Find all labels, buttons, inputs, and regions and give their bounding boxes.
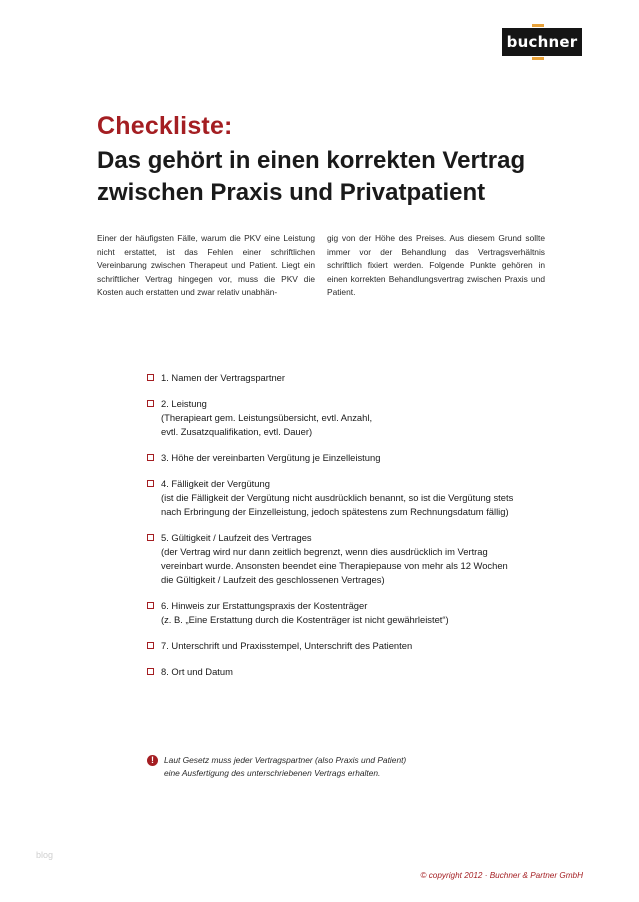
checkbox-icon[interactable] (147, 642, 154, 649)
logo-text: buchner (506, 33, 578, 51)
copyright-footer: © copyright 2012 · Buchner & Partner GmbH (420, 871, 583, 880)
checkbox-icon[interactable] (147, 454, 154, 461)
watermark: blog (36, 850, 54, 860)
page-title-line-1: Das gehört in einen korrekten Vertrag (97, 147, 526, 174)
checklist-item (147, 371, 567, 385)
logo-tab-bottom (532, 57, 544, 60)
checklist-item (147, 451, 567, 465)
checklist-item-title: 8. Ort und Datum (161, 666, 233, 677)
legal-note (147, 754, 447, 779)
checklist-item (147, 599, 567, 627)
checklist-item-detail: (z. B. „Eine Erstattung durch die Kostenträger ist nicht gewährleistet“) (161, 614, 449, 625)
checklist-item (147, 397, 567, 439)
checkbox-icon[interactable] (147, 480, 154, 487)
checklist-item-detail: die Gültigkeit / Laufzeit des geschlossenen Vertrages) (161, 574, 385, 585)
checkbox-icon[interactable] (147, 374, 154, 381)
checklist-label: Checkliste: (97, 112, 233, 140)
checklist-item-title: 6. Hinweis zur Erstattungspraxis der Kostenträger (161, 600, 368, 611)
checkbox-icon[interactable] (147, 534, 154, 541)
checklist (147, 371, 567, 679)
intro-column-1: Einer der häufigsten Fälle, warum die PKV eine Leistung nicht erstattet, ist das Fehlen einer schriftlichen Vereinbarung zwischen Therapeut und Patient. Liegt ein schriftlicher Vertrag hingegen vor, muss die PKV die Kosten auch erstatten und zwar relativ unabhän- (97, 233, 315, 297)
checkbox-icon[interactable] (147, 602, 154, 609)
checklist-item-title: 7. Unterschrift und Praxisstempel, Unterschrift des Patienten (161, 640, 413, 651)
checklist-item-title: 1. Namen der Vertragspartner (161, 372, 286, 383)
intro-column-2: gig von der Höhe des Preises. Aus diesem Grund sollte immer vor der Behandlung das Vertragsverhältnis schriftlich fixiert werden. Folgende Punkte gehören in einen korrekten Behandlungsvertrag zwischen Praxis und Patient. (327, 233, 545, 297)
checklist-item-title: 5. Gültigkeit / Laufzeit des Vertrages (161, 532, 312, 543)
legal-note-line-1: Laut Gesetz muss jeder Vertragspartner (also Praxis und Patient) (164, 755, 407, 765)
checklist-item-title: 3. Höhe der vereinbarten Vergütung je Einzelleistung (161, 452, 381, 463)
legal-note-line-2: eine Ausfertigung des unterschriebenen Vertrags erhalten. (164, 767, 381, 778)
checklist-item-detail: evtl. Zusatzqualifikation, evtl. Dauer) (161, 426, 313, 437)
checklist-item (147, 531, 567, 587)
checkbox-icon[interactable] (147, 668, 154, 675)
checklist-item-detail: (der Vertrag wird nur dann zeitlich begrenzt, wenn dies ausdrücklich im Vertrag (161, 546, 488, 557)
checklist-item-detail: nach Erbringung der Einzelleistung, jedoch spätestens zum Rechnungsdatum fällig) (161, 506, 509, 517)
checklist-item-title: 4. Fälligkeit der Vergütung (161, 478, 270, 489)
checklist-item (147, 639, 567, 653)
buchner-logo (502, 28, 582, 56)
logo-tab-top (532, 24, 544, 27)
checklist-item-detail: vereinbart wurde. Ansonsten beendet eine Therapiepause von mehr als 12 Wochen (161, 560, 508, 571)
checklist-item-detail: (ist die Fälligkeit der Vergütung nicht ausdrücklich benannt, so ist die Vergütung stets (161, 492, 514, 503)
warning-icon: ! (147, 755, 158, 766)
checklist-item (147, 477, 567, 519)
checklist-item (147, 665, 567, 679)
checklist-item-title: 2. Leistung (161, 398, 207, 409)
checklist-item-detail: (Therapieart gem. Leistungsübersicht, evtl. Anzahl, (161, 412, 373, 423)
page-title-line-2: zwischen Praxis und Privatpatient (97, 179, 486, 206)
checkbox-icon[interactable] (147, 400, 154, 407)
page-title (97, 145, 577, 209)
